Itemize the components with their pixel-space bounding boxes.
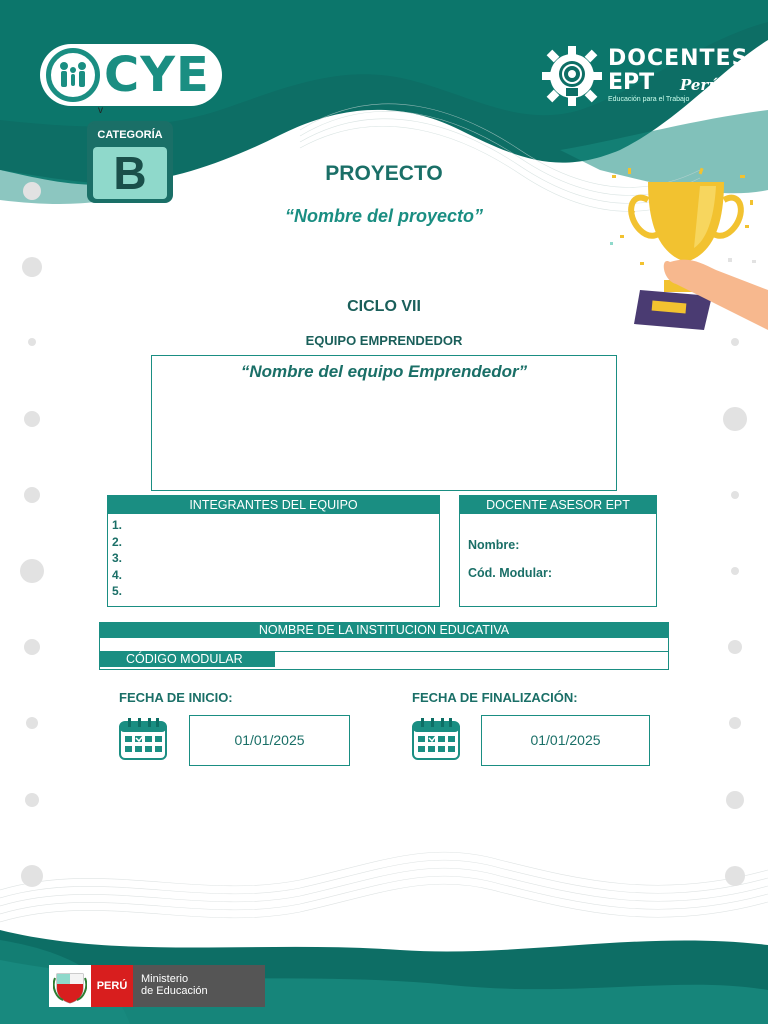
- ministry-logo: [49, 965, 265, 1007]
- ministry-line1: Ministerio: [141, 973, 189, 985]
- category-label: CATEGORÍA: [97, 129, 163, 141]
- project-heading-text: PROYECTO: [325, 162, 443, 185]
- ministry-line2: de Educación: [141, 985, 208, 997]
- institution-table: [99, 622, 669, 670]
- cycle-heading: CICLO VII: [347, 298, 421, 315]
- member-item[interactable]: 3.: [112, 551, 123, 565]
- gear-bulb-icon: [540, 44, 604, 108]
- members-table: [107, 495, 440, 607]
- team-name-box[interactable]: [151, 355, 617, 491]
- calendar-icon: [119, 718, 167, 760]
- institution-code-field[interactable]: [275, 652, 668, 667]
- category-letter: B: [93, 147, 167, 199]
- advisor-table-header: DOCENTE ASESOR EPT: [460, 496, 656, 514]
- member-item[interactable]: 1.: [112, 518, 123, 532]
- advisor-name-label[interactable]: Nombre:: [468, 538, 520, 552]
- docentes-ept-logo: [538, 42, 749, 112]
- peru-label: PERÚ: [91, 965, 133, 1007]
- team-name: “Nombre del equipo Emprendedor”: [240, 362, 528, 381]
- people-icon: [46, 48, 100, 102]
- advisor-code-label[interactable]: Cód. Modular:: [468, 566, 553, 580]
- institution-code-label: CÓDIGO MODULAR: [100, 652, 275, 667]
- project-heading: [0, 162, 768, 186]
- start-date-field[interactable]: 01/01/2025: [189, 715, 350, 766]
- brand-ept: EPT: [608, 70, 655, 95]
- project-name: “Nombre del proyecto”: [284, 206, 484, 226]
- member-item[interactable]: 4.: [112, 567, 123, 582]
- start-date-label: FECHA DE INICIO:: [119, 690, 233, 705]
- institution-code-row: [100, 652, 668, 667]
- members-table-header: INTEGRANTES DEL EQUIPO: [108, 496, 439, 514]
- brand-tagline: Educación para el Trabajo: [608, 96, 690, 103]
- cye-logo: [40, 44, 222, 106]
- member-item[interactable]: 2.: [112, 534, 123, 549]
- member-item[interactable]: 5.: [112, 584, 123, 598]
- team-heading: EQUIPO EMPRENDEDOR: [305, 333, 463, 348]
- brand-country: Perú: [680, 76, 720, 94]
- cye-logo-text: CYE: [104, 47, 210, 103]
- small-mark: v: [98, 105, 103, 116]
- end-date-label: FECHA DE FINALIZACIÓN:: [412, 690, 578, 705]
- brand-title: DOCENTES: [608, 46, 749, 71]
- calendar-icon: [412, 718, 460, 760]
- advisor-table: [459, 495, 657, 607]
- ministry-label: [133, 965, 265, 1007]
- institution-table-header: NOMBRE DE LA INSTITUCION EDUCATIVA: [100, 623, 668, 638]
- end-date-field[interactable]: 01/01/2025: [481, 715, 650, 766]
- members-list: [108, 514, 439, 600]
- institution-name-field[interactable]: [100, 638, 668, 652]
- coat-of-arms-icon: [49, 965, 91, 1007]
